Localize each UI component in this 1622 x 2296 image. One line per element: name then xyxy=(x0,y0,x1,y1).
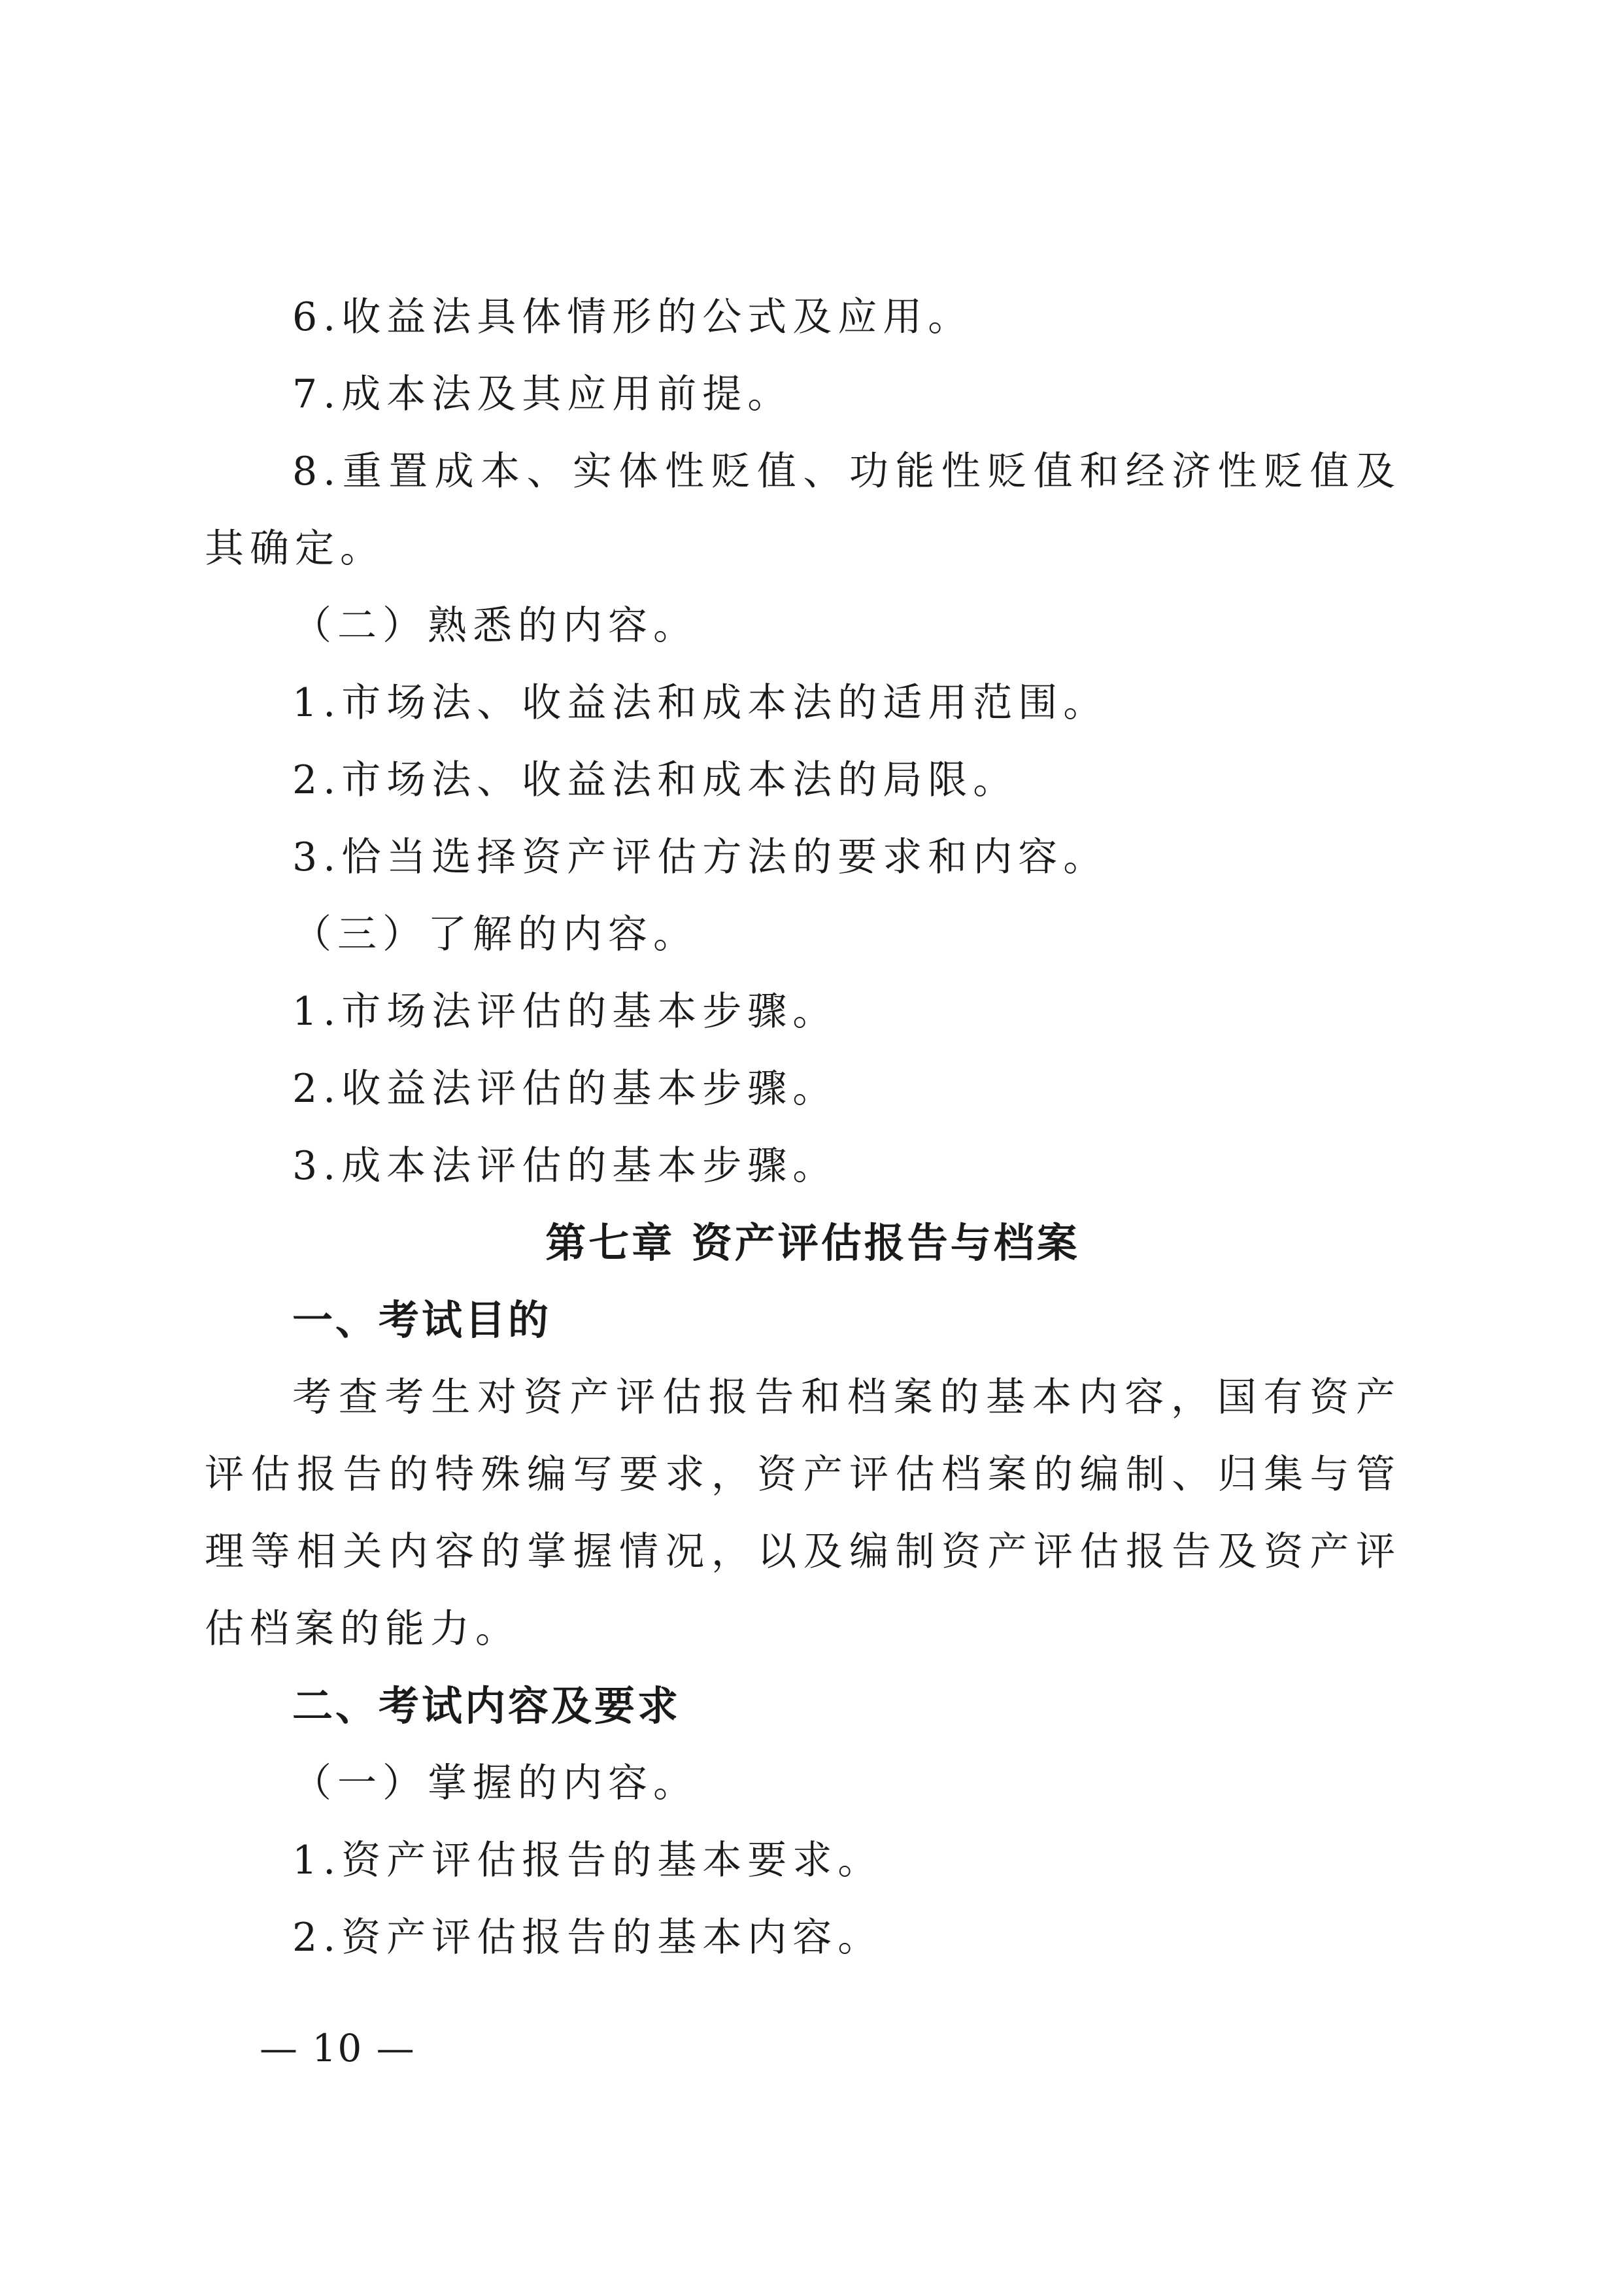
understand-item-2: 2.收益法评估的基本步骤。 xyxy=(292,1066,838,1112)
section-heading-exam-content: 二、考试内容及要求 xyxy=(292,1682,681,1730)
list-item-8: 8.重置成本、实体性贬值、功能性贬值和经济性贬值及其确定。 xyxy=(205,449,1401,572)
page-number: — 10 — xyxy=(260,2026,416,2070)
chapter-title: 第七章 资产评估报告与档案 xyxy=(545,1219,1080,1267)
section-heading-exam-purpose: 一、考试目的 xyxy=(292,1296,552,1344)
exam-purpose-paragraph: 考查考生对资产评估报告和档案的基本内容，国有资产评估报告的特殊编写要求，资产评估档案的编制、归集与管理等相关内容的掌握情况，以及编制资产评估报告及资产评估档案的能力。 xyxy=(205,1375,1401,1652)
list-item-7: 7.成本法及其应用前提。 xyxy=(292,371,793,417)
familiar-heading: （二）熟悉的内容。 xyxy=(292,603,698,649)
page-body xyxy=(205,279,1401,1976)
understand-heading: （三）了解的内容。 xyxy=(292,912,698,957)
familiar-item-3: 3.恰当选择资产评估方法的要求和内容。 xyxy=(292,834,1109,880)
familiar-item-1: 1.市场法、收益法和成本法的适用范围。 xyxy=(292,680,1109,726)
list-item-6: 6.收益法具体情形的公式及应用。 xyxy=(292,294,973,340)
familiar-item-2: 2.市场法、收益法和成本法的局限。 xyxy=(292,757,1019,803)
understand-item-1: 1.市场法评估的基本步骤。 xyxy=(292,989,838,1035)
master-heading: （一）掌握的内容。 xyxy=(292,1760,698,1806)
understand-item-3: 3.成本法评估的基本步骤。 xyxy=(292,1143,838,1189)
master-item-2: 2.资产评估报告的基本内容。 xyxy=(292,1915,883,1961)
master-item-1: 1.资产评估报告的基本要求。 xyxy=(292,1838,883,1883)
